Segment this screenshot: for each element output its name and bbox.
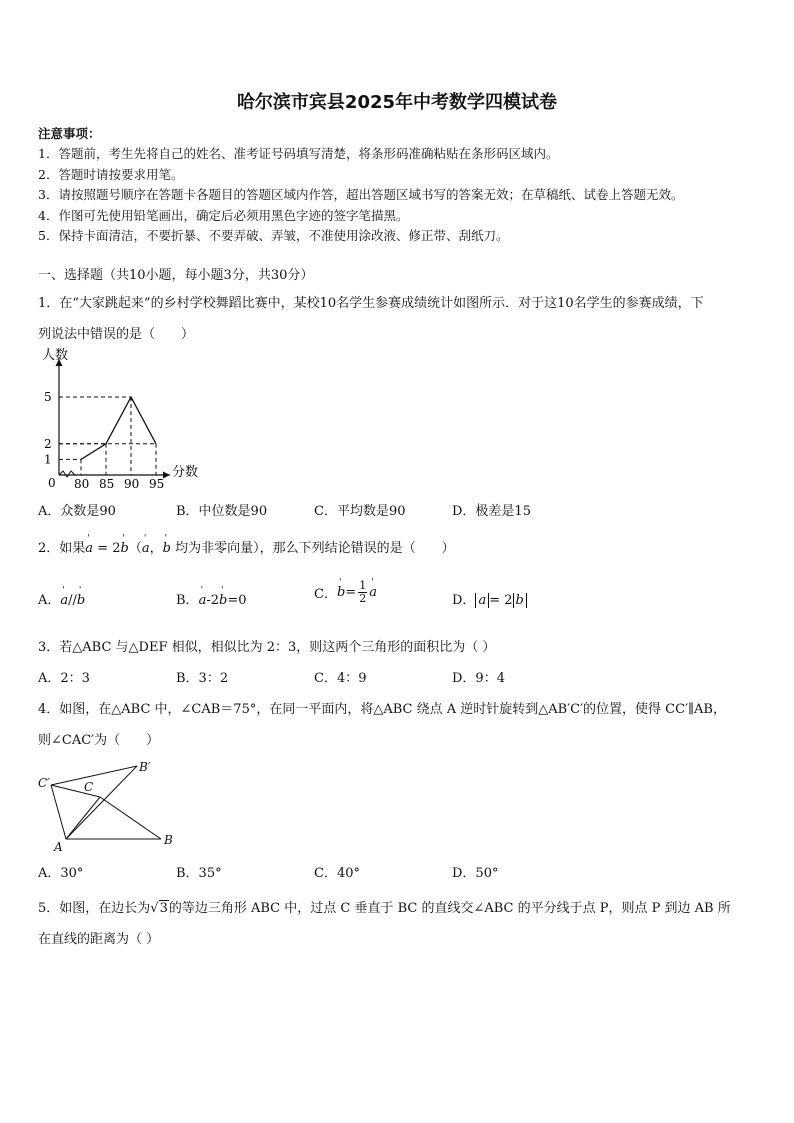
abs-vector-a: a: [475, 593, 489, 608]
question-3-text: 3．若△ABC 与△DEF 相似，相似比为 2：3，则这两个三角形的面积比为（ ）: [38, 640, 496, 655]
section-heading: 一、选择题（共10小题，每小题3分，共30分）: [38, 268, 314, 283]
x-tick-label: 80: [74, 477, 90, 490]
abs-vector-b: b: [513, 593, 527, 608]
q2-paren: （: [128, 541, 142, 556]
axis-break: [59, 471, 75, 477]
q3-option-b[interactable]: B．3：2: [176, 671, 229, 686]
vector-b: ' b: [120, 541, 128, 556]
notice-item: 5．保持卡面清洁，不要折暴、不要弄破、弄皱，不准使用涂改液、修正带、刮纸刀。: [38, 228, 509, 243]
option-label: B．: [176, 593, 199, 608]
q4-option-a[interactable]: A．30°: [38, 866, 84, 881]
sqrt-three: √3: [150, 901, 168, 916]
vector-a: ' a: [199, 593, 207, 608]
fraction-half: [358, 580, 367, 605]
q2-option-d[interactable]: [452, 589, 527, 608]
segment-cb: [100, 797, 161, 839]
segment-ab1: [66, 766, 137, 839]
q1-option-a[interactable]: A．众数是90: [38, 504, 116, 519]
label-b: B: [164, 833, 173, 847]
segment-ac1: [51, 785, 66, 839]
q4-option-c[interactable]: C．40°: [314, 866, 360, 881]
q5-pre: 5．如图，在边长为: [38, 901, 151, 916]
notice-item: 3．请按照题号顺序在答题卡各题目的答题区域内作答，超出答题区域书写的答案无效；在草稿纸、试卷上答题无效。: [38, 187, 684, 202]
notice-item: 1．答题前，考生先将自己的姓名、准考证号码填写清楚，将条形码准确粘贴在条形码区域内。: [38, 146, 559, 161]
vector-b: ' b: [219, 593, 227, 608]
notice-item: 2．答题时请按要求用笔。: [38, 167, 184, 182]
notice-heading: 注意事项：: [38, 126, 101, 141]
segment-ac: [66, 797, 100, 839]
vector-a: ' a: [60, 593, 68, 608]
equals-sign: =: [345, 585, 357, 600]
question-5-text-cont: 在直线的距离为（ ）: [38, 932, 160, 947]
x-tick-label: 95: [149, 477, 165, 490]
equals-two: = 2: [489, 593, 513, 608]
q2-comma: ，: [149, 541, 163, 556]
y-tick-label: 5: [44, 390, 52, 404]
question-4-text: 4．如图，在△ABC 中，∠CAB＝75°，在同一平面内，将△ABC 绕点 A 逆时针旋转到△AB′C′的位置，使得 CC′∥AB，: [38, 702, 726, 717]
segment-c1b1: [51, 766, 137, 785]
option-label: C．: [314, 587, 337, 602]
x-axis-label: 分数: [172, 465, 199, 480]
label-a: A: [54, 840, 63, 853]
question-4-text-cont: 则∠CAC′为（ ）: [38, 733, 160, 748]
parallel-sign: //: [68, 593, 77, 608]
option-label: A．: [38, 593, 61, 608]
y-axis-label: 人数: [42, 348, 69, 363]
equals-zero: =0: [227, 593, 247, 608]
x-tick-label: 90: [124, 477, 140, 490]
vector-b: ' b: [163, 541, 171, 556]
origin-label: 0: [48, 476, 56, 490]
q1-option-b[interactable]: B．中位数是90: [176, 504, 268, 519]
page-title: 哈尔滨市宾县2025年中考数学四模试卷: [236, 92, 558, 113]
vector-a: ' a: [85, 541, 93, 556]
x-tick-label: 85: [99, 477, 115, 490]
fraction-denominator: 2: [359, 592, 367, 605]
q4-option-d[interactable]: D．50°: [452, 866, 499, 881]
q3-option-d[interactable]: D．9：4: [452, 671, 505, 686]
label-c: C: [84, 780, 94, 794]
fraction-numerator: 1: [359, 579, 367, 592]
question-2-text: [38, 537, 455, 556]
vector-a: ' a: [369, 585, 377, 600]
q1-option-d[interactable]: D．极差是15: [452, 504, 531, 519]
q4-option-b[interactable]: B．35°: [176, 866, 222, 881]
q2-pre: 2．如果: [38, 541, 86, 556]
q3-option-a[interactable]: A．2：3: [38, 671, 90, 686]
vector-a: ' a: [142, 541, 150, 556]
q2-option-c[interactable]: [314, 580, 377, 605]
question-5-text: [38, 897, 731, 916]
y-tick-label: 2: [44, 436, 52, 451]
radicand: 3: [159, 901, 168, 916]
q1-option-c[interactable]: C．平均数是90: [314, 504, 406, 519]
q2-post: 均为非零向量），那么下列结论错误的是（ ）: [170, 541, 455, 556]
q2-eq: = 2: [93, 541, 121, 556]
notice-item: 4．作图可先使用铅笔画出，确定后必须用黑色字迹的签字笔描黑。: [38, 208, 409, 223]
rotation-triangle-figure: [36, 755, 181, 853]
vector-b: ' b: [337, 585, 345, 600]
minus-two: -2: [206, 593, 219, 608]
label-c-prime: C′: [38, 776, 50, 790]
q3-option-c[interactable]: C．4：9: [314, 671, 367, 686]
y-tick-label: 1: [44, 452, 52, 467]
q2-option-b[interactable]: [176, 589, 247, 608]
label-b-prime: B′: [139, 760, 151, 774]
series-line: [81, 397, 156, 459]
question-1-text-cont: 列说法中错误的是（ ）: [38, 327, 195, 342]
question-1-text: 1．在“大家跳起来”的乡村学校舞蹈比赛中，某校10名学生参赛成绩统计如图所示．对于这10名学生的参赛成绩，下: [38, 296, 704, 311]
q2-option-a[interactable]: [38, 589, 85, 608]
q5-post: 的等边三角形 ABC 中，过点 C 垂直于 BC 的直线交∠ABC 的平分线于点 P，则点 P 到边 AB 所: [168, 901, 731, 916]
option-label: D．: [452, 593, 476, 608]
score-line-chart: [36, 345, 216, 490]
vector-b: ' b: [77, 593, 85, 608]
